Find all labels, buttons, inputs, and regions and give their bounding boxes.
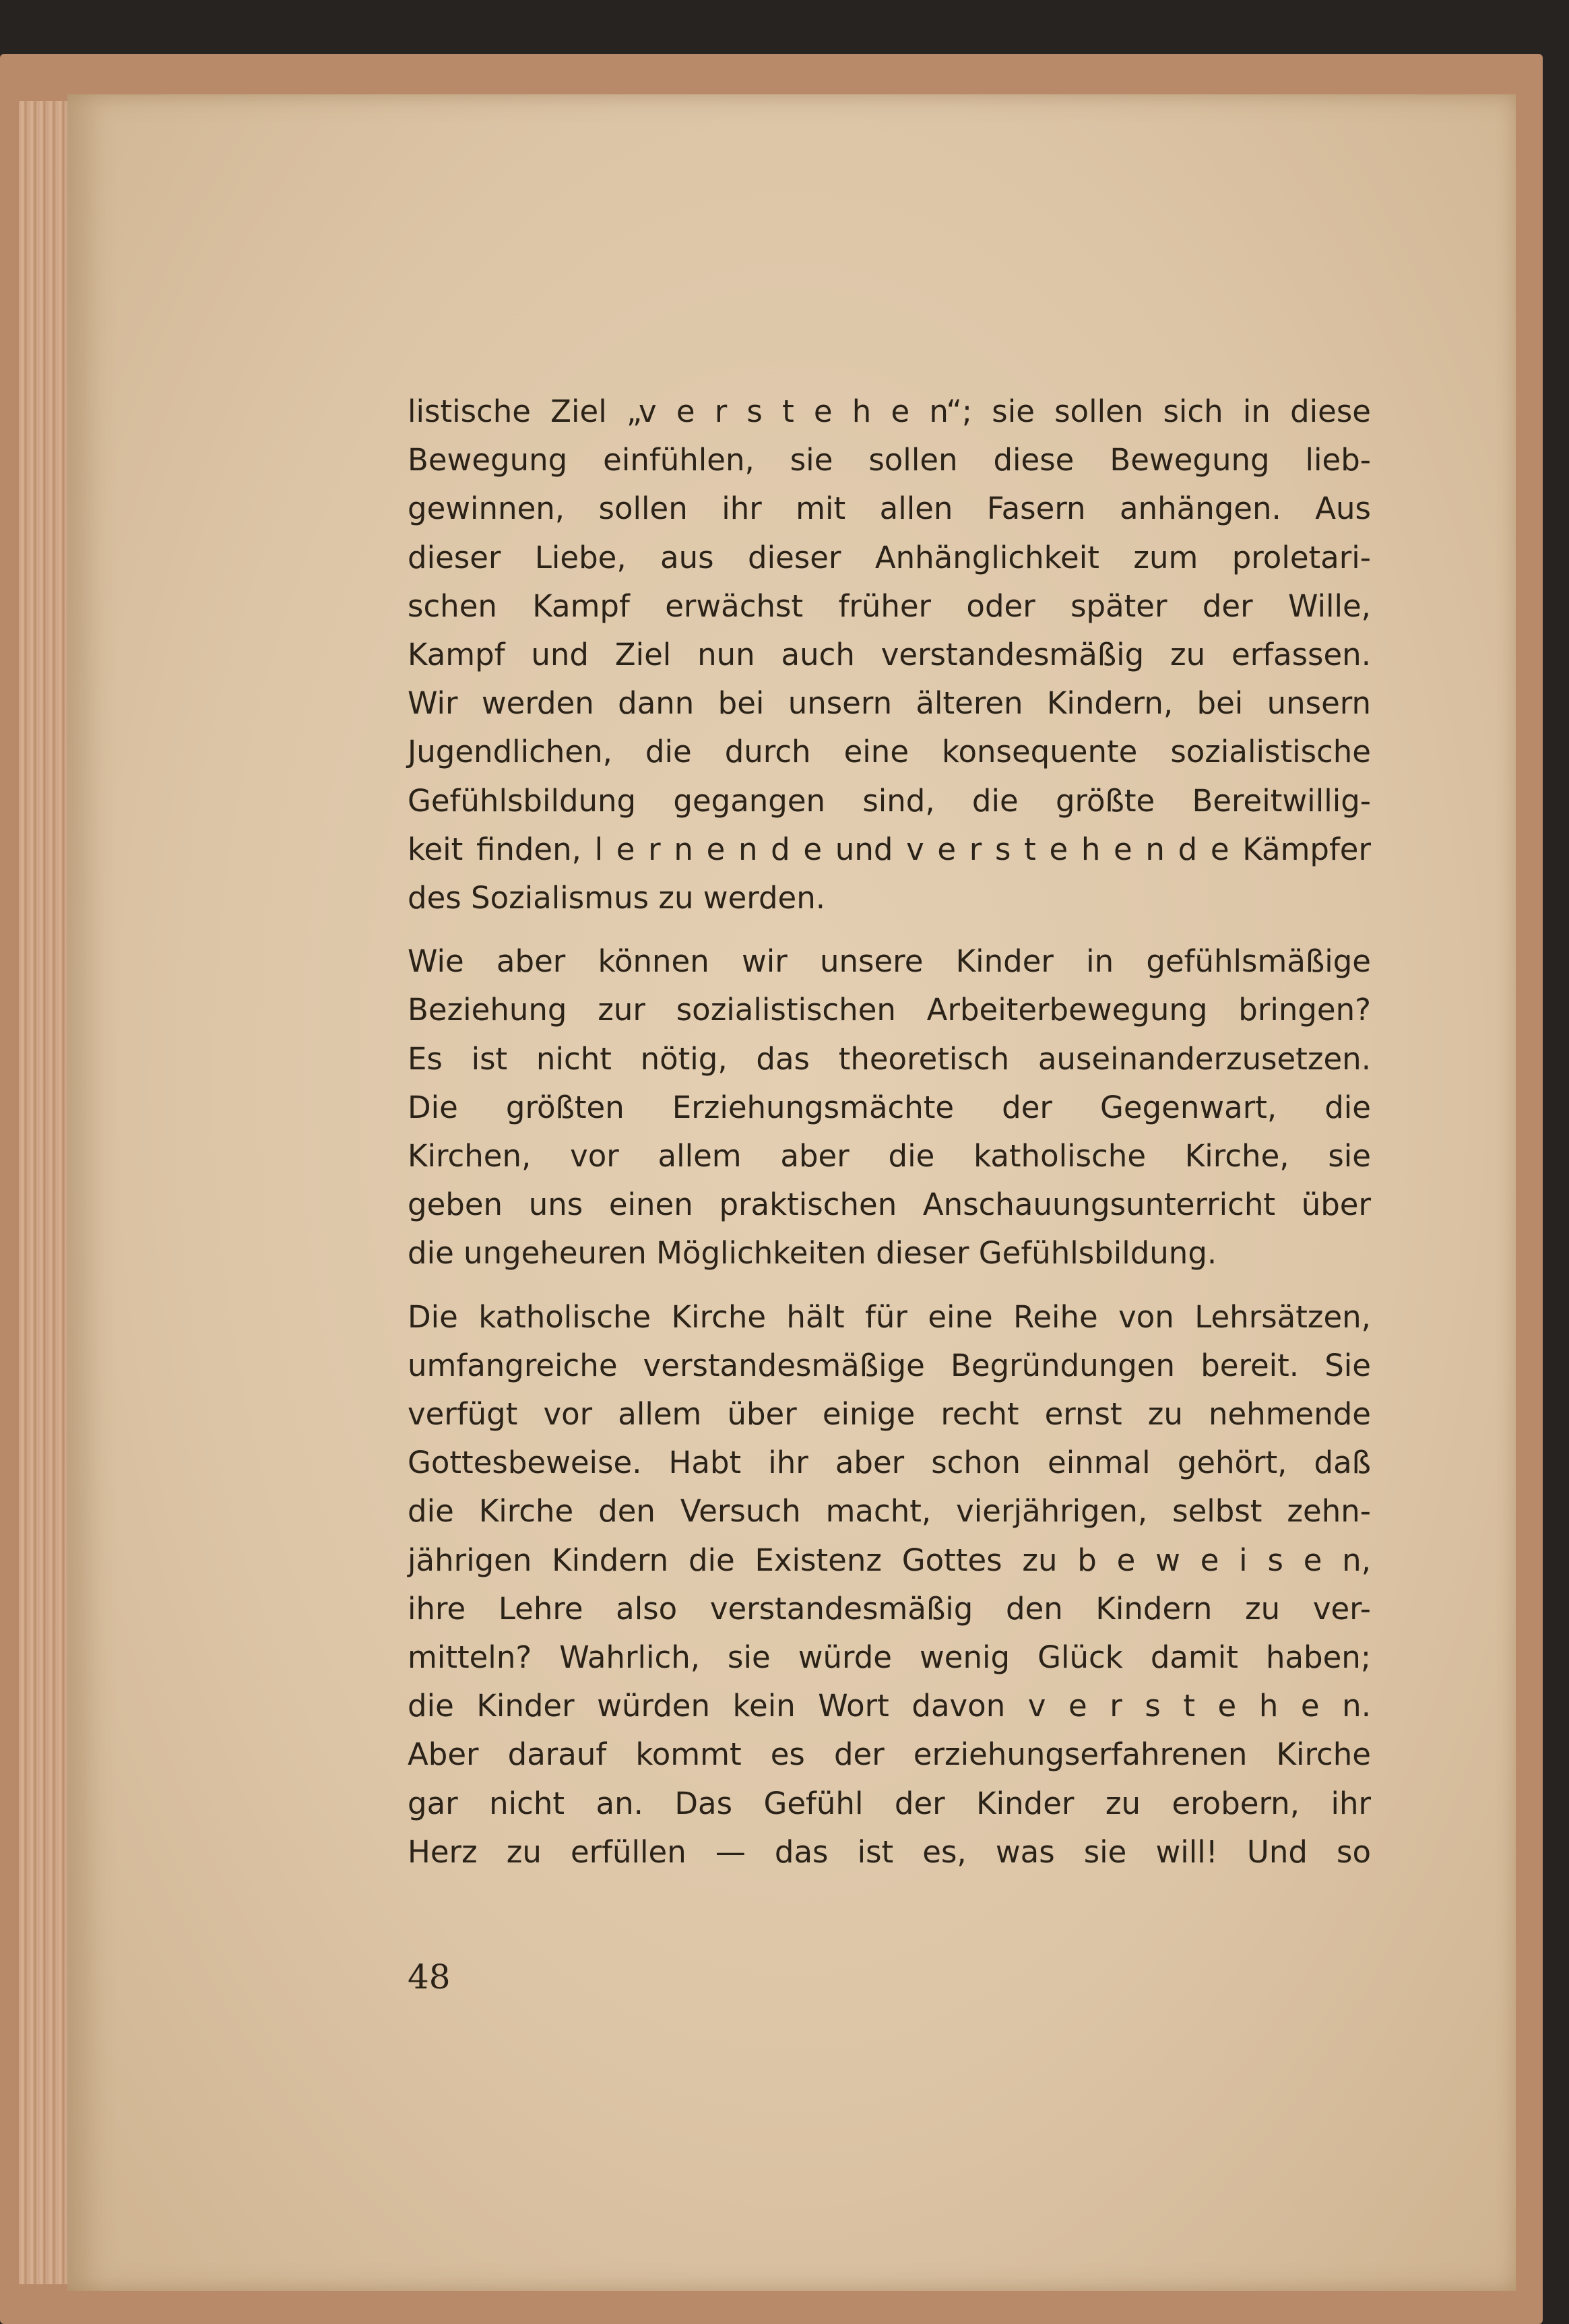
paragraph-2: [408, 937, 1371, 1278]
text-line: Es ist nicht nötig, das theoretisch auseinanderzusetzen.: [408, 1040, 1371, 1077]
text-line: Beziehung zur sozialistischen Arbeiterbewegung bringen?: [408, 992, 1371, 1028]
text-line: Wie aber können wir unsere Kinder in gefühlsmäßige: [408, 943, 1371, 980]
page-number: 48: [408, 1957, 451, 1997]
text-line: die Kinder würden kein Wort davon v e r s t e h e n.: [408, 1688, 1371, 1724]
text-line: Bewegung einfühlen, sie sollen diese Bewegung lieb-: [408, 442, 1371, 478]
text-line: umfangreiche verstandesmäßige Begründungen bereit. Sie: [408, 1347, 1371, 1383]
text-line: Die größten Erziehungsmächte der Gegenwart, die: [408, 1089, 1371, 1125]
text-line: mitteln? Wahrlich, sie würde wenig Glück damit haben;: [408, 1639, 1371, 1676]
text-line: die Kirche den Versuch macht, vierjährigen, selbst zehn-: [408, 1493, 1371, 1530]
text-line: gewinnen, sollen ihr mit allen Fasern anhängen. Aus: [408, 491, 1371, 527]
text-line: listische Ziel „v e r s t e h e n“; sie sollen sich in diese: [408, 394, 1371, 429]
text-line: Kirchen, vor allem aber die katholische Kirche, sie: [408, 1138, 1371, 1174]
body-text: [408, 387, 1371, 1891]
text-line: Herz zu erfüllen — das ist es, was sie will! Und so: [408, 1833, 1371, 1870]
paragraph-1: [408, 387, 1371, 922]
text-line: Gottesbeweise. Habt ihr aber schon einmal gehört, daß: [408, 1445, 1371, 1481]
text-line: dieser Liebe, aus dieser Anhänglichkeit zum proletari-: [408, 539, 1371, 575]
text-line: gar nicht an. Das Gefühl der Kinder zu erobern, ihr: [408, 1785, 1371, 1821]
text-line: des Sozialismus zu werden.: [408, 880, 826, 916]
paragraph-3: [408, 1293, 1371, 1877]
text-line: Die katholische Kirche hält für eine Reihe von Lehrsätzen,: [408, 1298, 1371, 1335]
text-line: Kampf und Ziel nun auch verstandesmäßig zu erfassen.: [408, 637, 1371, 673]
text-line: geben uns einen praktischen Anschauungsunterricht über: [408, 1187, 1371, 1223]
text-line: verfügt vor allem über einige recht ernst zu nehmende: [408, 1396, 1371, 1433]
text-line: Gefühlsbildung gegangen sind, die größte Bereitwillig-: [408, 782, 1371, 819]
text-line: ihre Lehre also verstandesmäßig den Kindern zu ver-: [408, 1590, 1371, 1627]
text-line: jährigen Kindern die Existenz Gottes zu b e w e i s e n,: [408, 1542, 1371, 1578]
text-line: die ungeheuren Möglichkeiten dieser Gefühlsbildung.: [408, 1235, 1217, 1271]
text-line: Wir werden dann bei unsern älteren Kindern, bei unsern: [408, 685, 1371, 722]
text-line: Jugendlichen, die durch eine konsequente sozialistische: [408, 734, 1371, 770]
text-line: keit finden, l e r n e n d e und v e r s t e h e n d e Kämpfer: [408, 831, 1371, 867]
page-edges: [19, 101, 73, 2284]
text-line: schen Kampf erwächst früher oder später der Wille,: [408, 588, 1371, 624]
text-line: Aber darauf kommt es der erziehungserfahrenen Kirche: [408, 1736, 1371, 1773]
